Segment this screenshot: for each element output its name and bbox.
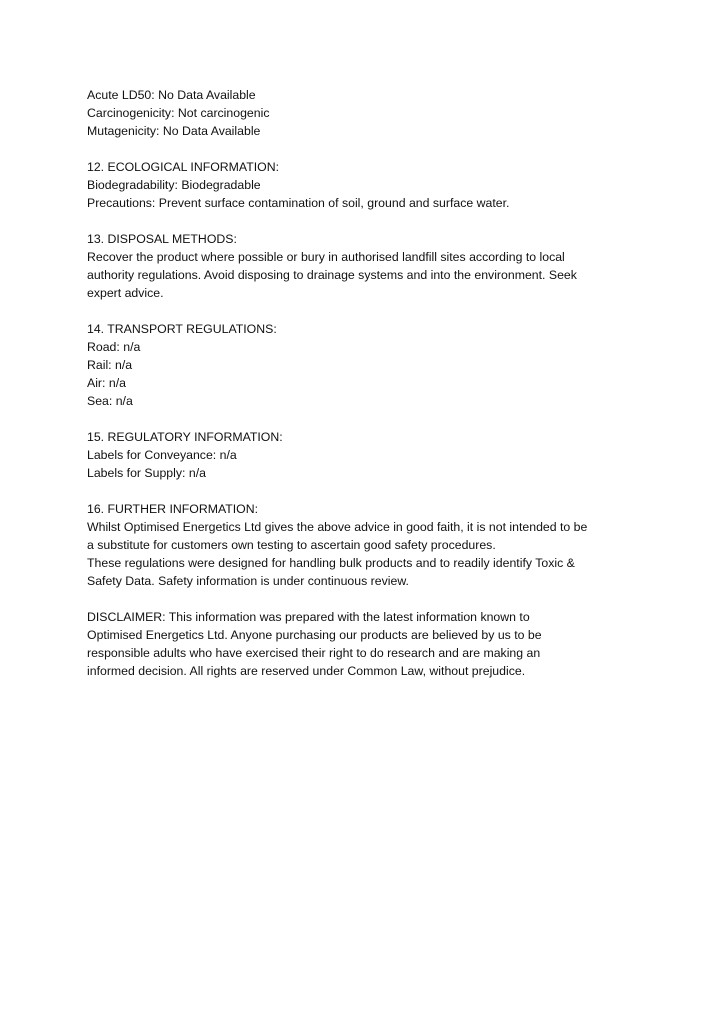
disposal-heading: 13. DISPOSAL METHODS:: [87, 232, 237, 246]
disclaimer-line: responsible adults who have exercised their right to do research and are making an: [87, 646, 541, 660]
transport-rail-line: Rail: n/a: [87, 358, 133, 372]
transport-sea-line: Sea: n/a: [87, 394, 133, 408]
disclaimer-line: Optimised Energetics Ltd. Anyone purchasing our products are believed by us to be: [87, 628, 542, 642]
disclaimer-line: DISCLAIMER: This information was prepared with the latest information known to: [87, 610, 530, 624]
further-information-line: Safety Data. Safety information is under continuous review.: [87, 574, 409, 588]
labels-conveyance-line: Labels for Conveyance: n/a: [87, 448, 237, 462]
disclaimer-line: informed decision. All rights are reserved under Common Law, without prejudice.: [87, 664, 526, 678]
regulatory-heading: 15. REGULATORY INFORMATION:: [87, 430, 283, 444]
further-information-section: [87, 500, 647, 590]
transport-heading: 14. TRANSPORT REGULATIONS:: [87, 322, 277, 336]
disposal-text-line: expert advice.: [87, 286, 164, 300]
disclaimer-section: [87, 608, 647, 680]
transport-section: [87, 320, 647, 410]
labels-supply-line: Labels for Supply: n/a: [87, 466, 206, 480]
transport-air-line: Air: n/a: [87, 376, 126, 390]
spacer: [87, 302, 647, 320]
spacer: [87, 140, 647, 158]
document-page: [87, 86, 647, 680]
spacer: [87, 590, 647, 608]
precautions-line: Precautions: Prevent surface contamination of soil, ground and surface water.: [87, 196, 510, 210]
spacer: [87, 212, 647, 230]
spacer: [87, 410, 647, 428]
carcinogenicity-line: Carcinogenicity: Not carcinogenic: [87, 106, 270, 120]
further-information-line: These regulations were designed for handling bulk products and to readily identify Toxic &: [87, 556, 575, 570]
acute-ld50-line: Acute LD50: No Data Available: [87, 88, 256, 102]
transport-road-line: Road: n/a: [87, 340, 141, 354]
regulatory-section: [87, 428, 647, 482]
spacer: [87, 482, 647, 500]
biodegradability-line: Biodegradability: Biodegradable: [87, 178, 261, 192]
disposal-section: [87, 230, 647, 302]
disposal-text-line: Recover the product where possible or bury in authorised landfill sites according to local: [87, 250, 565, 264]
further-information-line: Whilst Optimised Energetics Ltd gives the above advice in good faith, it is not intended to be: [87, 520, 588, 534]
disposal-text-line: authority regulations. Avoid disposing to drainage systems and into the environment. Seek: [87, 268, 577, 282]
mutagenicity-line: Mutagenicity: No Data Available: [87, 124, 261, 138]
ecological-heading: 12. ECOLOGICAL INFORMATION:: [87, 160, 280, 174]
toxicology-section: [87, 86, 647, 140]
ecological-section: [87, 158, 647, 212]
further-information-line: a substitute for customers own testing to ascertain good safety procedures.: [87, 538, 496, 552]
further-information-heading: 16. FURTHER INFORMATION:: [87, 502, 259, 516]
